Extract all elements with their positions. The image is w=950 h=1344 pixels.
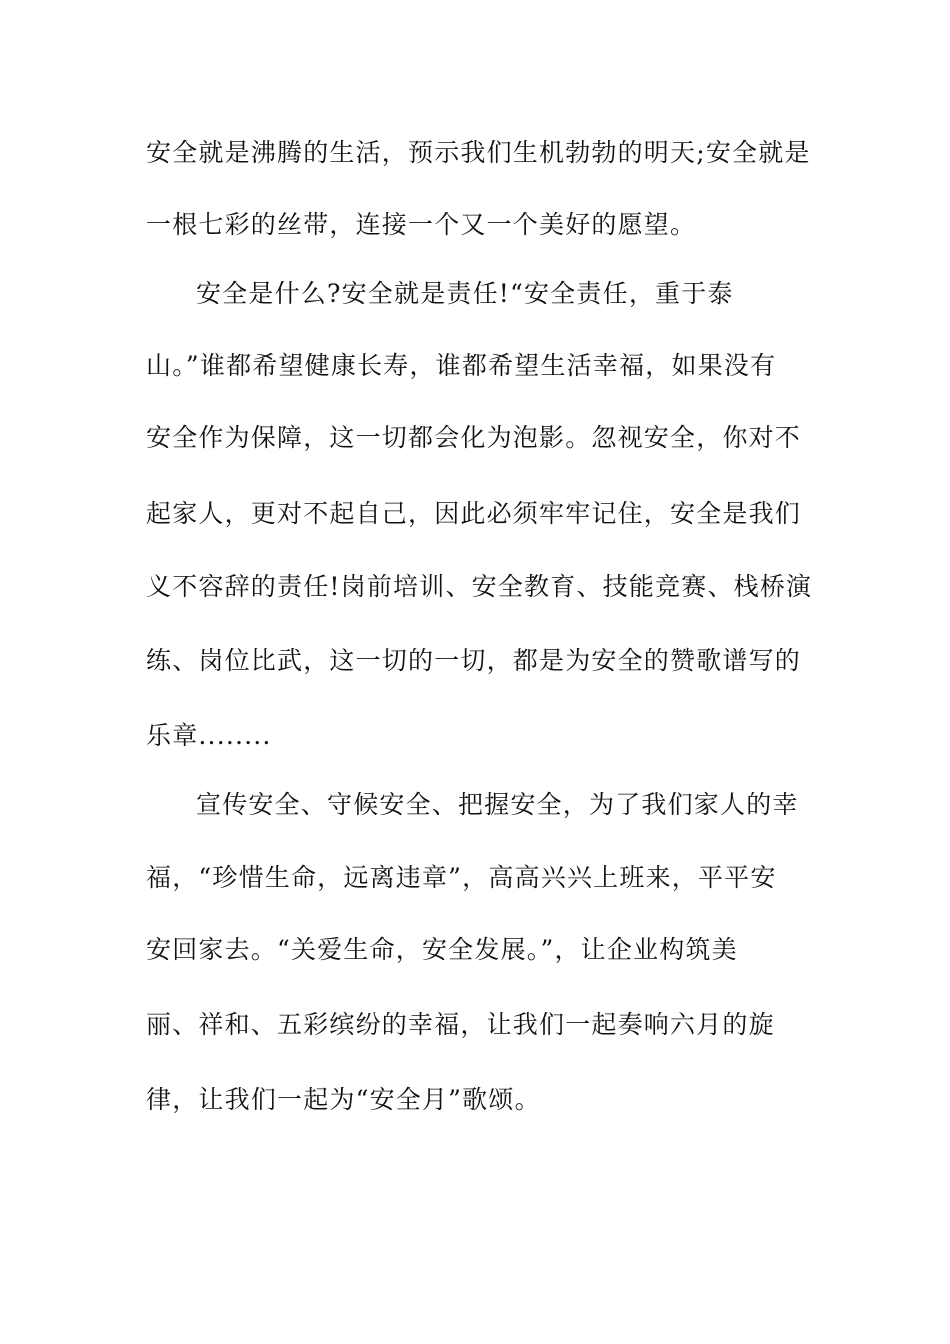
text-line: 律，让我们一起为“安全月”歌颂。 xyxy=(146,1085,541,1114)
text-line: 一根七彩的丝带，连接一个又一个美好的愿望。 xyxy=(146,210,697,239)
text-line: 练、岗位比武，这一切的一切，都是为安全的赞歌谱写的 xyxy=(146,646,802,675)
text-line: 起家人，更对不起自己，因此必须牢牢记住，安全是我们 xyxy=(146,499,802,528)
text-line: 丽、祥和、五彩缤纷的幸福，让我们一起奏响六月的旋 xyxy=(146,1010,775,1039)
text-line: 安全作为保障，这一切都会化为泡影。忽视安全，你对不 xyxy=(146,423,802,452)
text-line: 乐章........ xyxy=(146,721,272,750)
text-line: 安全就是沸腾的生活，预示我们生机勃勃的明天;安全就是 xyxy=(146,138,811,167)
text-line: 义不容辞的责任!岗前培训、安全教育、技能竞赛、栈桥演 xyxy=(146,572,813,601)
paragraph-start-line: 宣传安全、守候安全、把握安全，为了我们家人的幸 xyxy=(196,790,799,819)
text-line: 福，“珍惜生命，远离违章”，高高兴兴上班来，平平安 xyxy=(146,863,777,892)
text-line: 安回家去。“关爱生命，安全发展。”，让企业构筑美 xyxy=(146,935,738,964)
paragraph-start-line: 安全是什么?安全就是责任!“安全责任，重于泰 xyxy=(196,279,734,308)
text-line: 山。”谁都希望健康长寿，谁都希望生活幸福，如果没有 xyxy=(146,351,777,380)
